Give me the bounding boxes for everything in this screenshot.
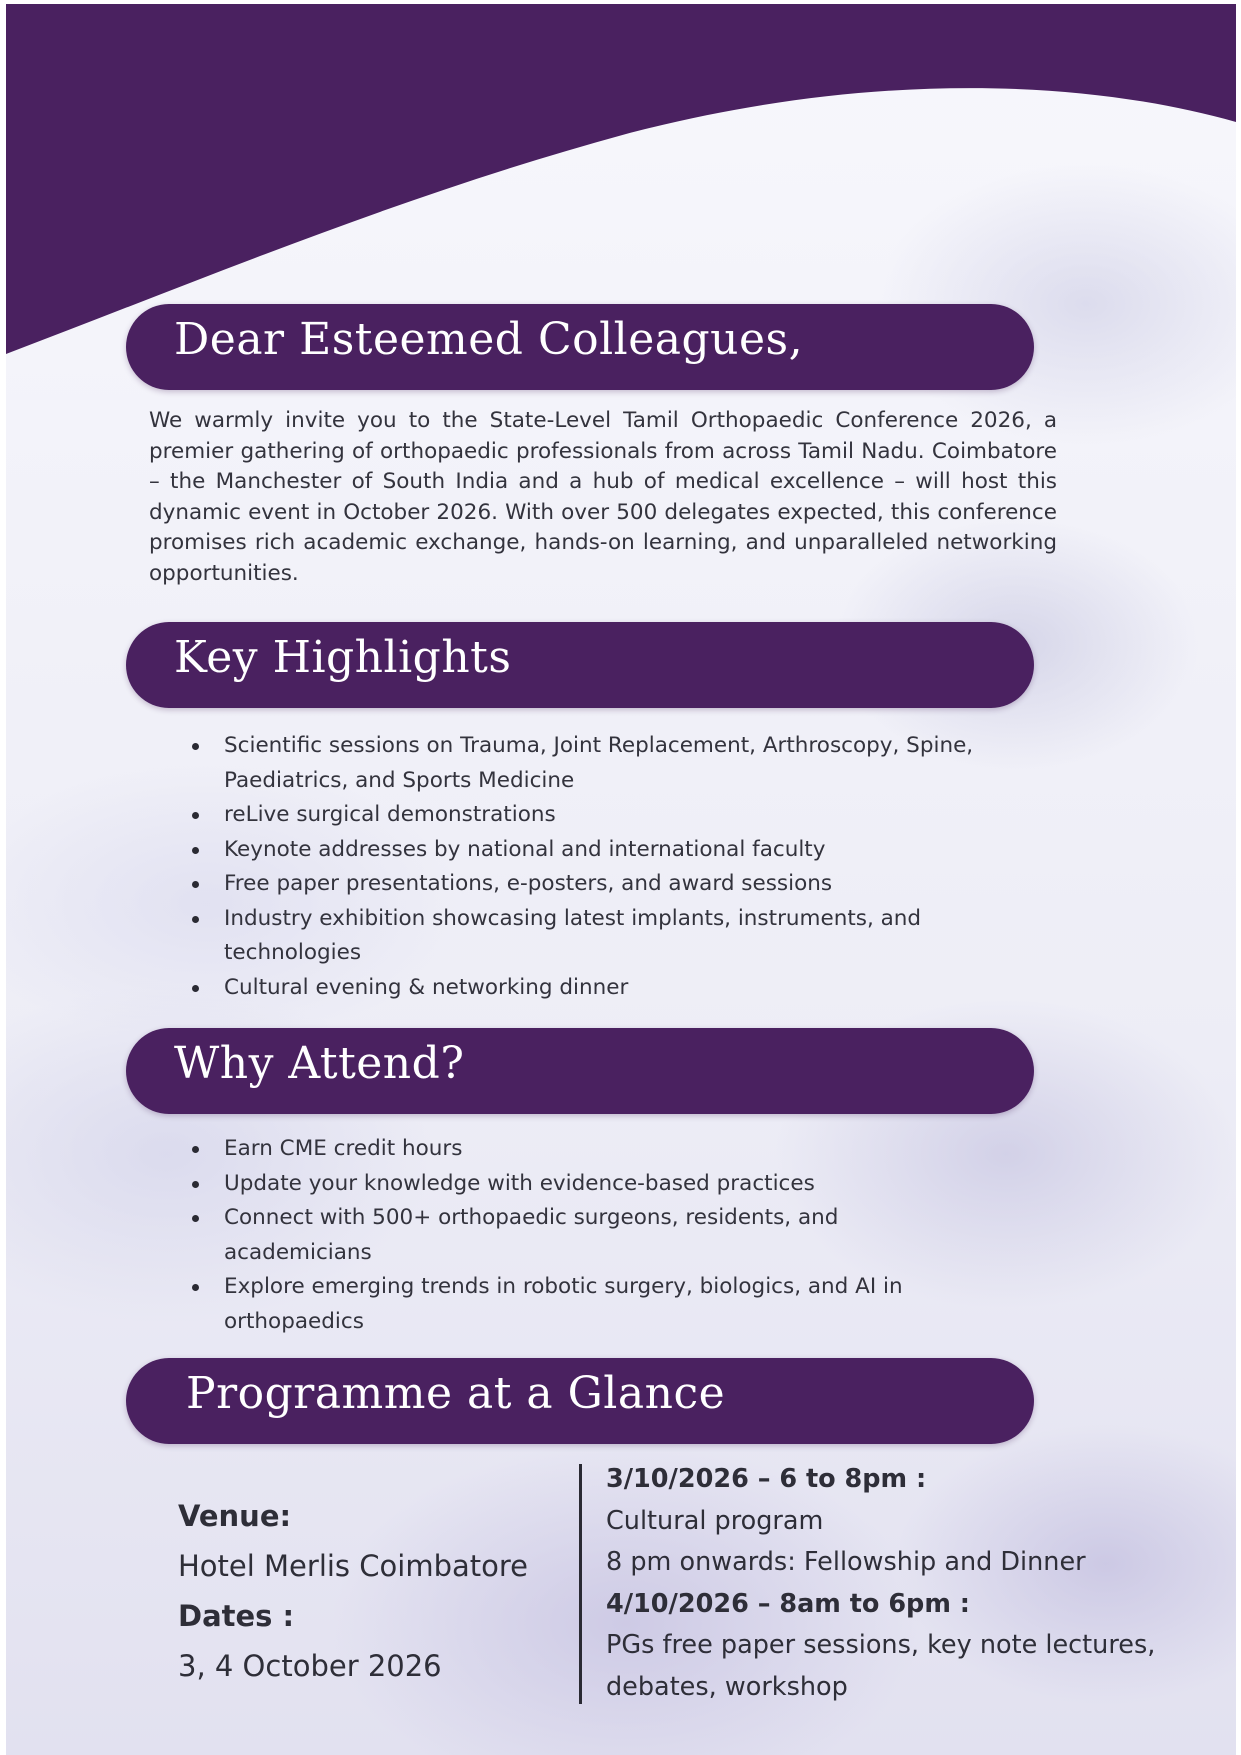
highlights-list <box>206 729 1036 1005</box>
venue-value: Hotel Merlis Coimbatore <box>178 1549 528 1583</box>
programme-heading-bar <box>126 1358 1034 1444</box>
list-item: Scientific sessions on Trauma, Joint Replacement, Arthroscopy, Spine, Paediatrics, and Sports Medicine <box>206 729 1036 798</box>
list-item: reLive surgical demonstrations <box>206 798 1036 833</box>
list-item: Keynote addresses by national and international faculty <box>206 833 1036 868</box>
list-item: Connect with 500+ orthopaedic surgeons, residents, and academicians <box>206 1201 966 1270</box>
list-item: Earn CME credit hours <box>206 1132 966 1167</box>
day2-date: 4/10/2026 – 8am to 6pm : <box>606 1588 970 1619</box>
why-attend-title: Why Attend? <box>174 1038 465 1089</box>
day1-date: 3/10/2026 – 6 to 8pm : <box>606 1464 927 1494</box>
day2-line2: debates, workshop <box>606 1671 848 1702</box>
brochure-page <box>6 4 1236 1755</box>
day1-line1: Cultural program <box>606 1505 824 1536</box>
day1-line2: 8 pm onwards: Fellowship and Dinner <box>606 1547 1086 1577</box>
why-attend-heading-bar <box>126 1028 1034 1114</box>
highlights-heading-bar <box>126 622 1034 708</box>
why-attend-list <box>206 1132 966 1339</box>
dates-label: Dates : <box>178 1599 295 1633</box>
schedule-block <box>606 1459 1155 1708</box>
intro-paragraph: We warmly invite you to the State-Level Tamil Orthopaedic Conference 2026, a premier gathering of orthopaedic professionals from across Tamil Nadu. Coimbatore – the Manchester of South India and a hub of medical excellence – will host this dynamic event in October 2026. With over 500 delegates expected, this conference promises rich academic exchange, hands-on learning, and unparalleled networking opportunities. <box>149 408 1057 586</box>
venue-label: Venue: <box>178 1499 292 1533</box>
list-item: Industry exhibition showcasing latest implants, instruments, and technologies <box>206 902 1036 971</box>
list-item: Cultural evening & networking dinner <box>206 971 1036 1006</box>
programme-title: Programme at a Glance <box>186 1368 726 1419</box>
list-item: Explore emerging trends in robotic surgery, biologics, and AI in orthopaedics <box>206 1270 966 1339</box>
highlights-title: Key Highlights <box>174 632 512 683</box>
programme-divider <box>579 1464 582 1704</box>
list-item: Free paper presentations, e-posters, and award sessions <box>206 867 1036 902</box>
day2-line1: PGs free paper sessions, key note lectures, <box>606 1630 1156 1660</box>
greeting-title: Dear Esteemed Colleagues, <box>174 314 804 365</box>
greeting-heading-bar <box>126 304 1034 390</box>
dates-value: 3, 4 October 2026 <box>178 1649 442 1683</box>
list-item: Update your knowledge with evidence-based practices <box>206 1167 966 1202</box>
